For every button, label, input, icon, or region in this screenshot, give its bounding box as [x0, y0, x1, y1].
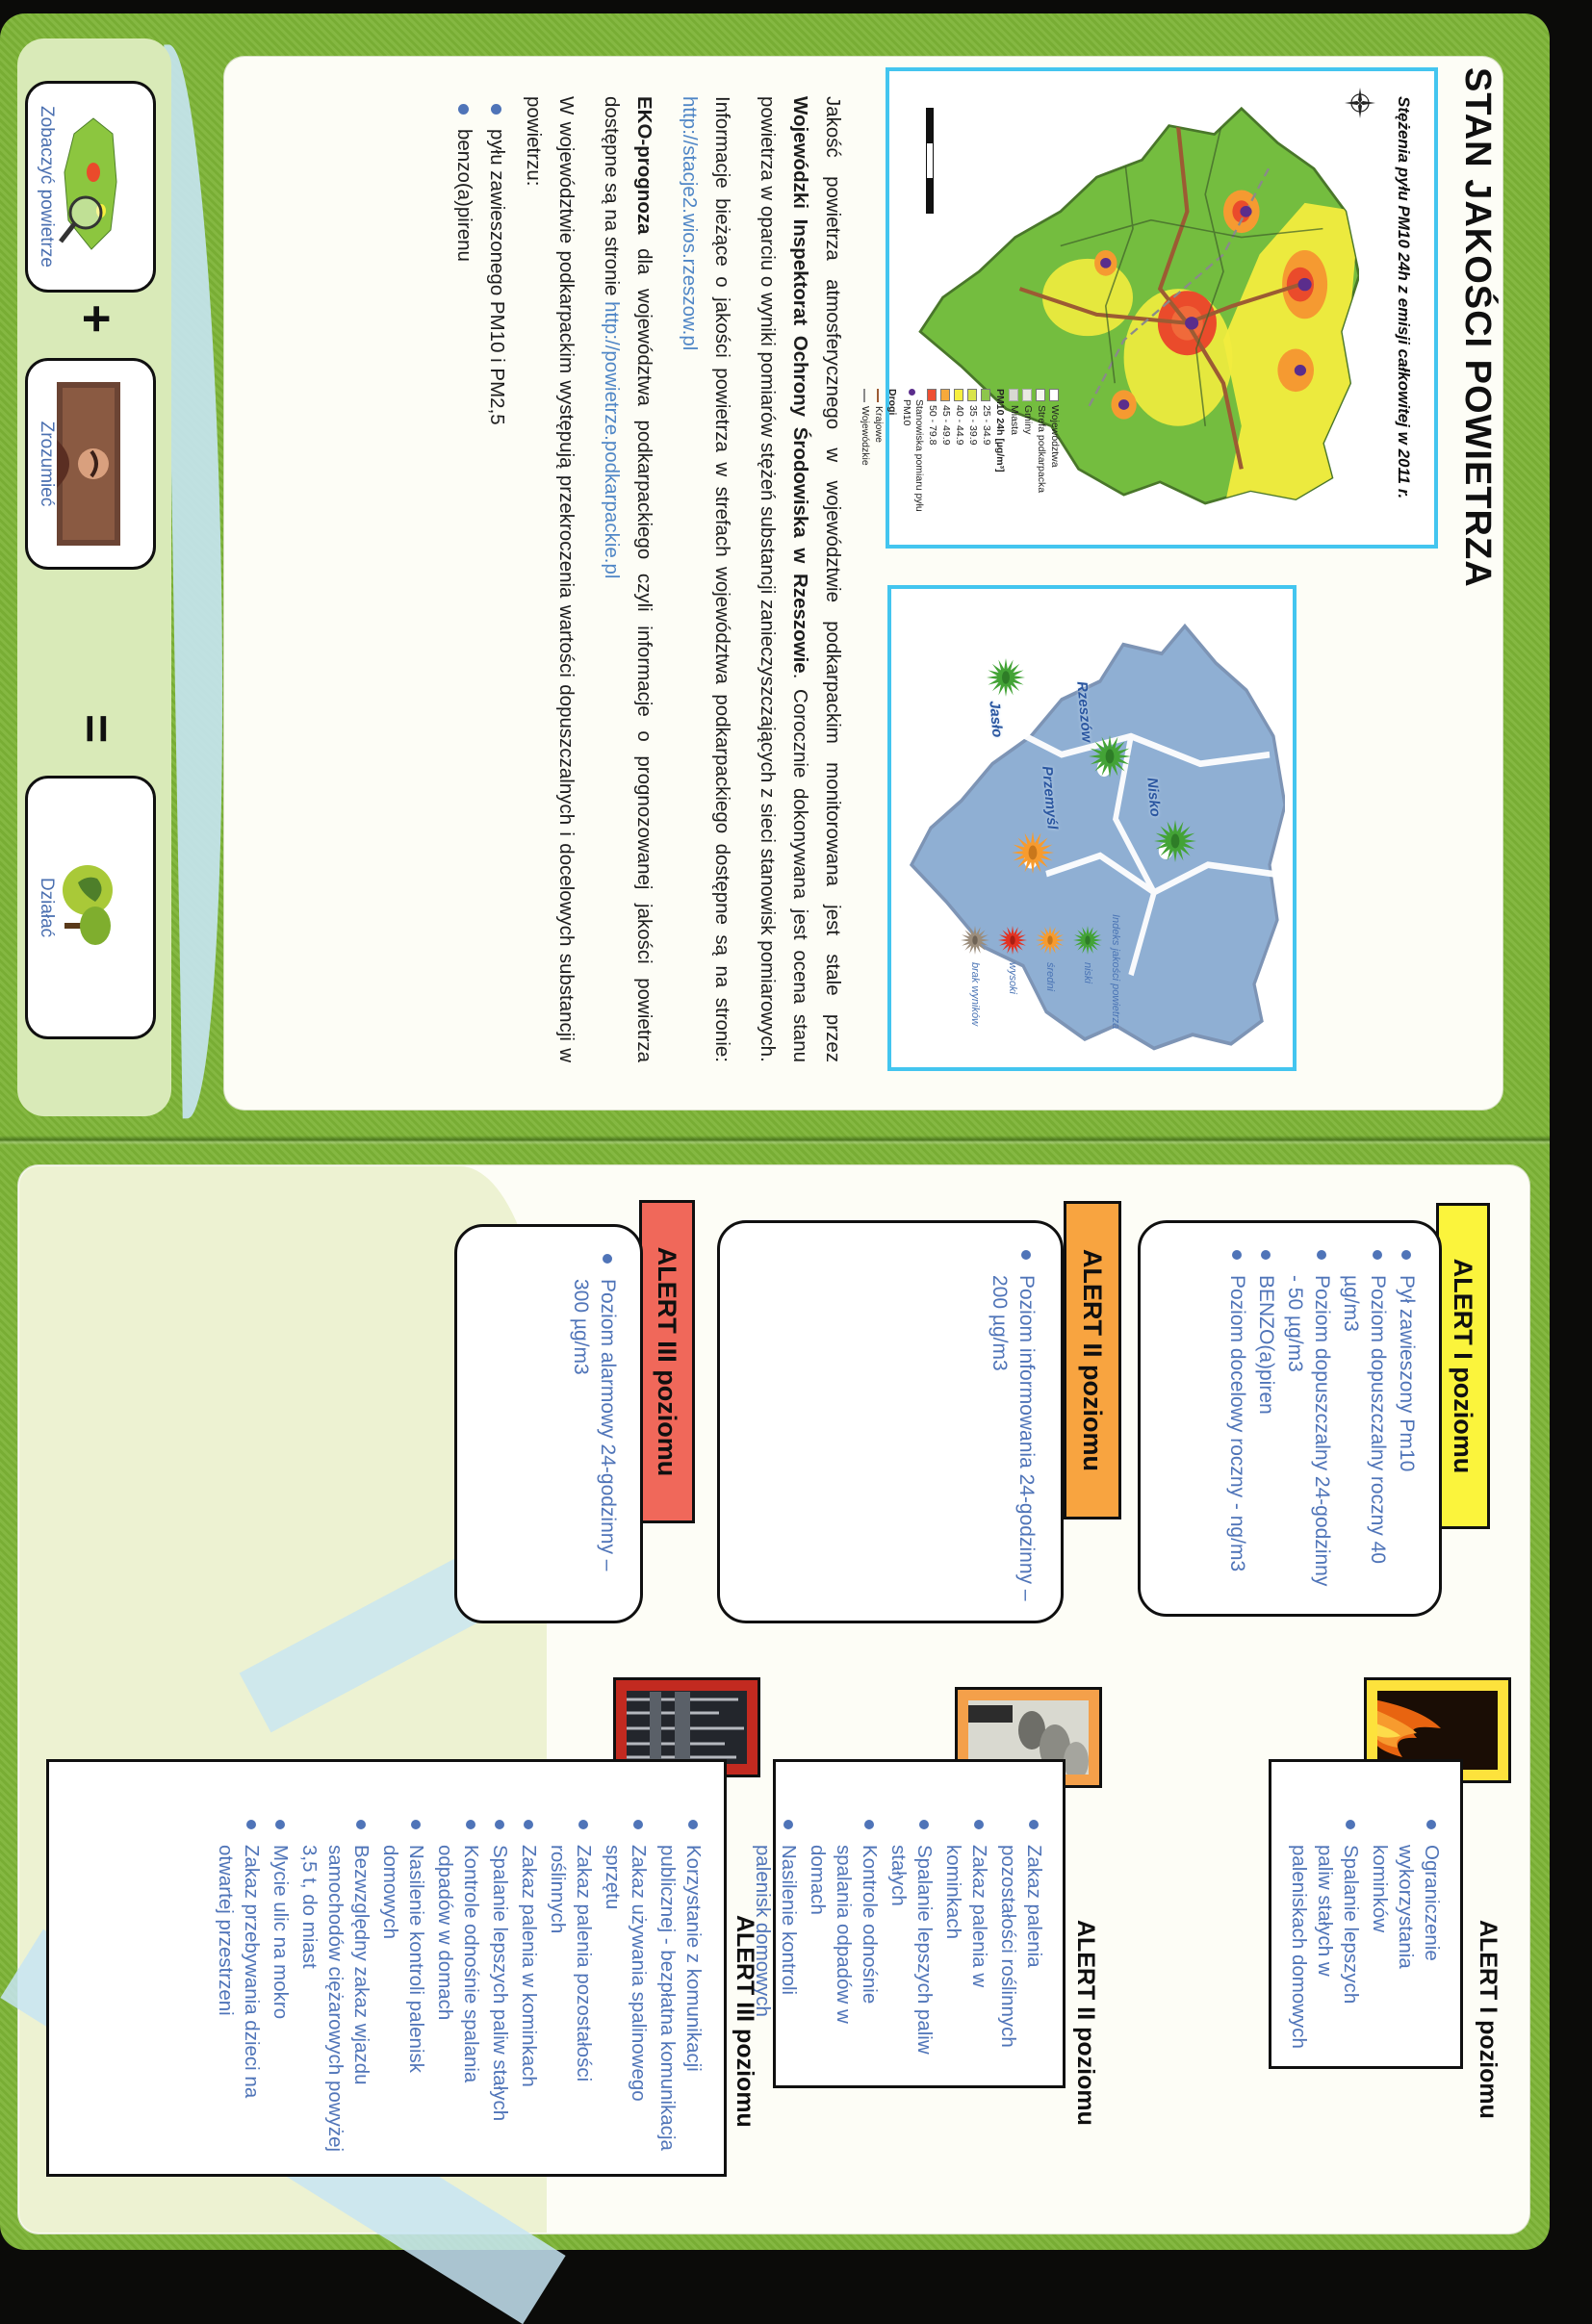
city-label-jaslo: Jasło: [986, 700, 1006, 739]
understand-card: Zrozumieć: [25, 358, 156, 570]
alert3-actions-box: Korzystanie z komunikacji publicznej - bezpłatna komunikacja Zakaz używania spalinowego sprzętu Zakaz palenia pozostałości roślinnych Zakaz palenia w kominkach Spalanie lepszych paliw stałych Kontrole odnośnie spalania odpadów w domach Nasilenie kontroli palenisk domowych Bezwzględny zakaz wjazdu samochodów ciężarowych powyżej 3,5 t, do miast Mycie ulic na mokro Zakaz przebywania dzieci na otwartej przestrzeni: [46, 1759, 727, 2177]
alert1-level-box: Pył zawieszony Pm10 Poziom dopuszczalny roczny 40 µg/m3 Poziom dopuszczalny 24-godzinny - 50 µg/m3 BENZO(a)piren Poziom docelowy roczny - ng/m3: [1138, 1220, 1442, 1617]
paragraph-current-info: Informacje bieżące o jakości powietrza w strefach województwa podkarpackiego dostępne są na stronie: http://stacje2.wios.rzeszow.pl: [679, 96, 733, 1062]
paragraph-exceedances: W województwie podkarpackim występują przekroczenia wartości dopuszczalnych i docelowych substancji w powietrzu:: [523, 96, 578, 1062]
stacje-link[interactable]: http://stacje2.wios.rzeszow.pl: [679, 96, 701, 351]
alert2-level-bar: ALERT II poziomu: [1064, 1201, 1121, 1520]
przemysl-status-starburst: [1012, 831, 1054, 874]
intro-paragraphs: [448, 96, 849, 1062]
niski-starburst-icon: [1073, 926, 1102, 955]
air-quality-index-legend-title: Indeks jakości powietrza: [1110, 914, 1121, 1030]
fold-crease: [0, 1136, 1550, 1145]
plus-sign: +: [68, 304, 124, 334]
map-magnifier-icon: [57, 105, 120, 268]
city-label-rzeszow: Rzeszów: [1073, 680, 1095, 743]
list-item: pyłu zawieszonego PM10 i PM2,5: [480, 96, 513, 1062]
alert3-actions-label: ALERT III poziomu: [732, 1915, 758, 2128]
page-title: STAN JAKOŚCI POWIETRZA: [1457, 67, 1498, 588]
wysoki-starburst-icon: [998, 926, 1027, 955]
see-air-card: Zobaczyć powietrze: [25, 81, 156, 293]
act-card: Działać: [25, 776, 156, 1039]
equals-sign: =: [68, 714, 124, 744]
jaslo-status-starburst: [987, 658, 1025, 697]
alert1-level-bar: ALERT I poziomu: [1436, 1203, 1490, 1529]
alert3-level-box: Poziom alarmowy 24-godzinny – 300 µg/m3: [454, 1224, 643, 1623]
paragraph-eko-prognoza: EKO-prognoza dla województwa podkarpackiego czyli informacje o prognozowanej jakości powietrza dostępne są na stronie http://powietrze.podkarpackie.pl: [601, 96, 655, 1062]
city-label-nisko: Nisko: [1143, 777, 1164, 818]
green-earth-tree-icon: [57, 850, 120, 965]
wios-bold: Wojewódzki Inspektorat Ochrony Środowiska w Rzeszowie: [789, 96, 811, 674]
brak-wynikow-starburst-icon: [961, 926, 989, 955]
eko-prognoza-bold: EKO-prognoza: [633, 96, 655, 235]
alert1-actions-label: ALERT I poziomu: [1475, 1920, 1502, 2119]
pm10-map-caption: Stężenia pyłu PM10 24h z emisji całkowitej w 2011 r.: [1395, 96, 1413, 499]
rzeszow-status-starburst: [1089, 735, 1131, 778]
nisko-status-starburst: [1154, 820, 1196, 862]
alert3-level-bar: ALERT III poziomu: [639, 1200, 695, 1523]
alert2-level-box: Poziom informowania 24-godzinny – 200 µg/m3: [717, 1220, 1064, 1623]
alert1-actions-box: Ograniczenie wykorzystania kominków Spalanie lepszych paliw stałych w paleniskach domowych: [1269, 1759, 1463, 2069]
person-photo: [57, 382, 120, 546]
sredni-starburst-icon: [1036, 926, 1065, 955]
air-quality-index-legend: niski średni wysoki brak wyników: [961, 926, 1102, 1026]
map-scale-bar: [926, 108, 934, 214]
city-label-przemysl: Przemyśl: [1039, 765, 1061, 830]
exceedance-list: [448, 96, 513, 1062]
list-item: benzo(a)pirenu: [448, 96, 480, 1062]
pm10-map-legend: Województwa Strefa podkarpacka Gminy Miasta PM10 24h [µg/m³] 25 - 34.9 35 - 39.9 40 - 44.9 45 - 49.9 50 - 79.8 Stanowiska pomiaru pyłu PM10 Drogi Krajowe Wojewódzkie: [860, 389, 1061, 512]
alert2-actions-box: Zakaz palenia pozostałości roślinnych Zakaz palenia w kominkach Spalanie lepszych paliw stałych Kontrole odnośnie spalania odpadów w domach Nasilenie kontroli palenisk domowych: [773, 1759, 1066, 2088]
air-quality-index-map-box: [887, 585, 1297, 1071]
paragraph-monitoring: Jakość powietrza atmosferycznego w województwie podkarpackim monitorowana jest stale przez Wojewódzki Inspektorat Ochrony Środowiska w Rzeszowie. Corocznie dokonywana jest ocena stanu powietrza w oparciu o wyniki pomiarów stężeń substancji zanieczyszczających z sieci stanowisk pomiarowych.: [757, 96, 844, 1062]
alert2-actions-label: ALERT II poziomu: [1072, 1920, 1099, 2126]
pm10-map-box: [860, 67, 1438, 549]
powietrze-link[interactable]: http://powietrze.podkarpackie.pl: [601, 301, 623, 579]
